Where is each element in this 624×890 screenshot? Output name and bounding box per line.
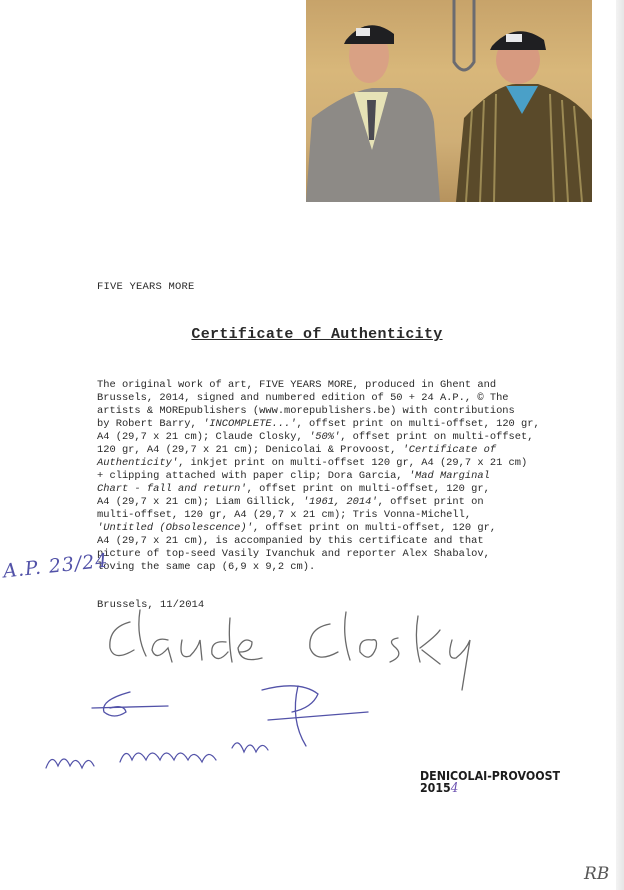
body-line [97,470,537,483]
body-text-segment: The original work of art, FIVE YEARS MORE, produced in Ghent and [97,379,497,391]
artwork-title: Authenticity' [97,457,179,469]
body-text-segment: A4 (29,7 x 21 cm), is accompanied by this certificate and that [97,535,484,547]
body-text-segment: , inkjet print on multi-offset 120 gr, A4 (29,7 x 21 cm) [178,457,528,469]
initials-handwritten: RB [584,864,610,884]
signature-claude-closky [110,610,470,690]
body-text-segment: loving the same cap (6,9 x 9,2 cm). [97,561,316,573]
artwork-title: '50%' [309,431,341,443]
body-text-segment: by Robert Barry, [97,418,204,430]
paper-clip-icon [454,0,474,70]
artwork-title: 'Untitled (Obsolescence)' [97,522,253,534]
body-text-segment: picture of top-seed Vasily Ivanchuk and reporter Alex Shabalov, [97,548,490,560]
body-line [97,509,537,522]
artwork-title: 'Mad Marginal [408,470,490,482]
body-text-segment: Brussels, 2014, signed and numbered edition of 50 + 24 A.P., © The [97,392,509,404]
page-edge [616,0,624,890]
stamp-year-number: 2015 [420,781,451,795]
body-text-segment: 120 gr, A4 (29,7 x 21 cm); Denicolai & Provoost, [97,444,403,456]
body-text-segment: , offset print on multi-offset, [340,431,534,443]
body-line [97,561,537,574]
denicolai-provoost-stamp [420,770,560,795]
body-line [97,548,537,561]
certificate-title: Certificate of Authenticity [191,326,443,343]
artwork-title: 'Certificate of [402,444,497,456]
certificate-body [97,379,540,574]
place-and-date: Brussels, 11/2014 [97,599,205,611]
body-text-segment: , offset print on multi-offset, 120 gr, [296,418,540,430]
body-text-segment: A4 (29,7 x 21 cm); Liam Gillick, [97,496,303,508]
body-line [97,431,537,444]
body-text-segment: multi-offset, 120 gr, A4 (29,7 x 21 cm); Tris Vonna-Michell, [97,509,472,521]
signature-wavy [46,743,268,768]
signature-mark-six [92,692,168,716]
body-line [97,457,537,470]
body-line [97,535,537,548]
edition-number-handwritten: A.P. 23/24 [2,549,110,583]
body-line [97,444,537,457]
body-line [97,392,537,405]
attached-photo [306,0,592,202]
body-line [97,405,537,418]
photo-two-men-in-caps [306,0,592,202]
artwork-title: '1961, 2014' [302,496,378,508]
document-header: FIVE YEARS MORE [97,281,195,293]
body-line [97,496,537,509]
stamp-year [420,782,560,795]
body-line [97,522,537,535]
artwork-title: 'INCOMPLETE...' [203,418,297,430]
body-text-segment: A4 (29,7 x 21 cm); Claude Closky, [97,431,310,443]
body-line [97,418,540,431]
body-text-segment: + clipping attached with paper clip; Dora Garcia, [97,470,409,482]
stamp-name: DENICOLAI-PROVOOST [420,769,561,783]
body-line [97,379,537,392]
body-line [97,483,537,496]
body-text-segment: , offset print on multi-offset, 120 gr, [246,483,490,495]
body-text-segment: , offset print on multi-offset, 120 gr, [252,522,497,534]
stamp-year-handwritten-suffix: 4 [450,781,459,796]
body-text-segment: , offset print on [377,496,484,508]
signature-mark-cross [262,686,368,746]
body-text-segment: artists & MOREpublishers (www.morepublishers.be) with contributions [97,405,515,417]
artwork-title: Chart - fall and return' [97,483,247,495]
